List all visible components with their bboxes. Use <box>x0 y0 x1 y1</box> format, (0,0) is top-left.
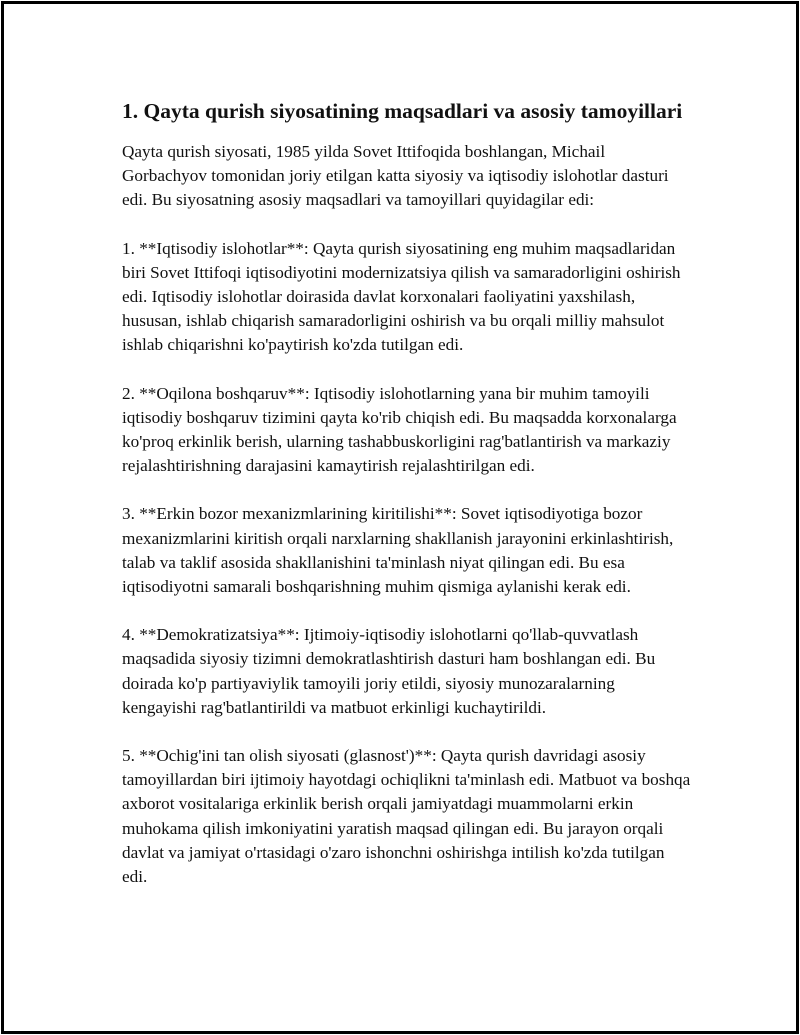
page-frame <box>1 1 799 1034</box>
paragraph-free-market: 3. **Erkin bozor mexanizmlarining kiritilishi**: Sovet iqtisodiyotiga bozor mexanizmlarini kiritish orqali narxlarning shakllanish jarayonini erkinlashtirish, talab va taklif asosida shakllanishini ta'minlash niyat qilingan edi. Bu esa iqtisodiyotni samarali boshqarishning muhim qismiga aylanishi kerak edi. <box>122 504 674 597</box>
intro-paragraph: Qayta qurish siyosati, 1985 yilda Sovet Ittifoqida boshlangan, Michail Gorbachyov tomonidan joriy etilgan katta siyosiy va iqtisodiy islohotlar dasturi edi. Bu siyosatning asosiy maqsadlari va tamoyillari quyidagilar edi: <box>122 142 669 210</box>
document-title: 1. Qayta qurish siyosatining maqsadlari va asosiy tamoyillari <box>122 99 683 123</box>
paragraph-economic-reforms: 1. **Iqtisodiy islohotlar**: Qayta qurish siyosatining eng muhim maqsadlaridan biri Sovet Ittifoqi iqtisodiyotini modernizatsiya qilish va samaradorligini oshirish edi. Iqtisodiy islohotlar doirasida davlat korxonalari faoliyatini yaxshilash, hususan, ishlab chiqarish samaradorligini oshirish va bu orqali milliy mahsulot ishlab chiqarishni ko'paytirish ko'zda tutilgan edi. <box>122 238 681 355</box>
paragraph-democratization: 4. **Demokratizatsiya**: Ijtimoiy-iqtisodiy islohotlarni qo'llab-quvvatlash maqsadida siyosiy tizimni demokratlashtirish dasturi ham boshlangan edi. Bu doirada ko'p partiyaviylik tamoyili joriy etildi, siyosiy munozaralarning kengayishi rag'batlantirildi va matbuot erkinligi kuchaytirildi. <box>122 625 656 717</box>
document-body <box>122 96 692 913</box>
paragraph-glasnost: 5. **Ochig'ini tan olish siyosati (glasnost')**: Qayta qurish davridagi asosiy tamoyillardan biri ijtimoiy hayotdagi ochiqlikni ta'minlash edi. Matbuot va boshqa axborot vositalariga erkinlik berish orqali jamiyatdagi muammolarni erkin muhokama qilish imkoniyatini yaratish maqsad qilingan edi. Bu jarayon orqali davlat va jamiyat o'rtasidagi o'zaro ishonchni oshirishga intilish ko'zda tutilgan edi. <box>122 746 691 887</box>
paragraph-rational-management: 2. **Oqilona boshqaruv**: Iqtisodiy islohotlarning yana bir muhim tamoyili iqtisodiy boshqaruv tizimini qayta ko'rib chiqish edi. Bu maqsadda korxonalarga ko'proq erkinlik berish, ularning tashabbuskorligini rag'batlantirish va markaziy rejalashtirishning darajasini kamaytirish rejalashtirilgan edi. <box>122 383 677 476</box>
